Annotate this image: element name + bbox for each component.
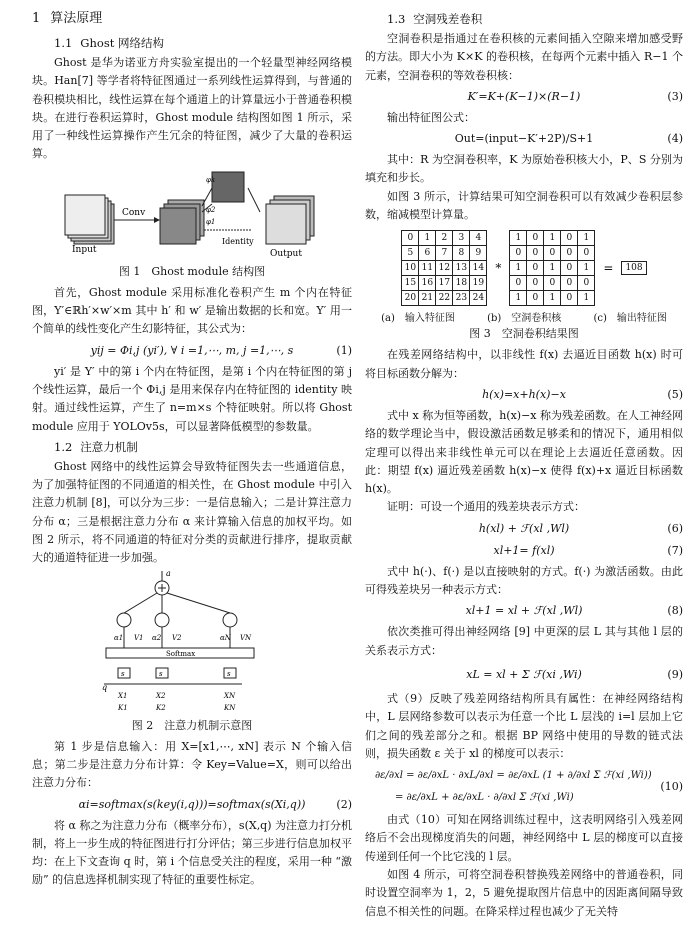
figure-ghost-module	[62, 164, 322, 262]
equation-number: (8)	[667, 604, 683, 618]
matrix-cell: 0	[561, 231, 578, 246]
equation-body: xl+1 = xl + ℱ(xl ,Wl)	[465, 604, 583, 618]
convolution-operator: *	[495, 261, 502, 276]
matrix-row	[402, 276, 487, 291]
paragraph: yi′ 是 Y′ 中的第 i 个内在特征图，是第 i 个内在特征图的第 j 个线性运算，最后一个 Φi,j 是用来保存内在特征图的 identity 映射。通过线性运算，产生了 n=m×s 个特征映射。所以将 Ghost module 应用于 YOLOv5s，可以显著降低模型的参数量。	[32, 364, 352, 433]
matrix-cell: 0	[402, 231, 419, 246]
equation-2	[32, 795, 352, 815]
equation-9	[365, 662, 683, 688]
score-fn: s	[121, 669, 125, 678]
matrix-cell: 4	[470, 231, 487, 246]
equation-8	[365, 601, 683, 621]
equation-number: (9)	[667, 667, 683, 681]
equation-body: xl+1= f(xl)	[493, 543, 555, 557]
sublabel-b: (b) 空洞卷积核	[487, 313, 562, 325]
equals-sign: =	[603, 261, 614, 276]
equation-1	[32, 341, 352, 361]
ghost-map	[212, 172, 244, 202]
matrix-cell: 23	[453, 291, 470, 306]
subsection-title: 空洞残差卷积	[413, 12, 483, 26]
x-1: X1	[118, 691, 128, 700]
paragraph: 式中 x 称为恒等函数，h(x)−x 称为残差函数。在人工神经网络的数学理论当中，假设激活函数足够柔和的情况下，通用相似定理可以得出来非线性单元可以在理论上去逼近任意函数。因此：期望 f(x) 逼近残差函数 h(x)−x 使得 f(x)+x 逼近目标函数 h(x)。	[365, 408, 683, 496]
equation-3	[365, 87, 683, 107]
paragraph: 如图 4 所示，可将空洞卷积替换残差网络中的普通卷积，同时设置空洞率为 1，2，5 避免提取图片信息中的因距离间隔导致信息不相关性的问题。在降采样过程也减少了无关特	[365, 868, 683, 918]
matrix-cell: 12	[436, 261, 453, 276]
paragraph: 在残差网络结构中，以非线性 f(x) 去逼近目函数 h(x) 时可将目标函数分解为：	[365, 348, 683, 380]
matrix-cell: 9	[470, 246, 487, 261]
equation-line: = ∂ε/∂xL + ∂ε/∂xL · ∂/∂xl Σ ℱ(xi ,Wi)	[395, 792, 574, 804]
equation-number: (10)	[660, 780, 683, 794]
equation-6	[365, 519, 683, 539]
equation-number: (6)	[667, 521, 683, 535]
matrix-cell: 1	[510, 291, 527, 306]
figure-dilated-conv	[365, 230, 683, 306]
equation-body: xL = xl + Σ ℱ(xi ,Wi)	[466, 667, 582, 681]
paragraph: 如图 3 所示，计算结果可知空洞卷积可以有效减少卷积层参数，缩减模型计算量。	[365, 189, 683, 222]
phi-k-label: φk	[206, 175, 216, 184]
matrix-cell: 14	[470, 261, 487, 276]
subsection-title: 注意力机制	[80, 439, 138, 454]
matrix-cell: 0	[527, 246, 544, 261]
paragraph: Ghost 是华为诺亚方舟实验室提出的一个轻量型神经网络模块。Han[7] 等学者将特征图通过一系列线性运算得到，与普通的卷积模块相比，线性运算在每个通道上的计算量远小于普通卷积模块。在进行卷积运算时，Ghost module 结构图如图 1 所示，采用了一种线性运算操作产生冗余的特征图，减少了大量的卷积运算。	[32, 56, 352, 161]
equation-body: h(x)=x+h(x)−x	[482, 387, 566, 401]
matrix-cell: 1	[419, 231, 436, 246]
section-title: 算法原理	[50, 11, 103, 26]
figure-attention	[102, 568, 282, 716]
identity-label: Identity	[222, 236, 254, 246]
equation-body: Out=(input−K′+2P)/S+1	[454, 132, 594, 146]
subsection-heading-1-1	[54, 34, 352, 52]
figure-caption: 图 2 注意力机制示意图	[131, 718, 253, 732]
matrix-row	[510, 261, 595, 276]
equation-body: αi=softmax(s(key(i,q)))=softmax(s(Xi,q))	[78, 797, 306, 811]
input-stack	[65, 195, 114, 244]
matrix-cell: 13	[453, 261, 470, 276]
matrix-cell: 0	[578, 276, 595, 291]
v-2: V2	[172, 633, 182, 642]
section-heading-1	[32, 10, 352, 28]
paragraph: 其中：R 为空洞卷积率，K 为原始卷积核大小，P、S 分别为填充和步长。	[365, 153, 683, 185]
matrix-cell: 0	[527, 291, 544, 306]
equation-5	[365, 385, 683, 405]
matrix-row	[402, 231, 487, 246]
matrix-cell: 21	[419, 291, 436, 306]
mult-node	[223, 613, 237, 627]
output-value: 108	[621, 261, 646, 275]
matrix-row	[510, 231, 595, 246]
matrix-cell: 1	[544, 261, 561, 276]
equation-7	[365, 541, 683, 561]
matrix-cell: 18	[453, 276, 470, 291]
paragraph: Ghost 网络中的线性运算会导致特征图失去一些通道信息，为了加强特征图的不同通道的相关性，在 Ghost module 中引入注意力机制 [8]，可以分为三步：一是信息输入；二是计算注意力分布 α；三是根据注意力分布 α 来计算输入信息的加权平均。如图 2 所示，将不同通道的特征对分类的贡献进行排序，提取贡献大的通道特征进一步加强。	[32, 459, 352, 565]
matrix-cell: 5	[402, 246, 419, 261]
dilated-kernel-matrix	[509, 230, 595, 306]
subsection-heading-1-3	[387, 10, 683, 28]
matrix-cell: 0	[510, 276, 527, 291]
matrix-cell: 0	[578, 246, 595, 261]
matrix-cell: 17	[436, 276, 453, 291]
matrix-cell: 0	[561, 291, 578, 306]
matrix-row	[510, 276, 595, 291]
matrix-row	[402, 261, 487, 276]
matrix-cell: 1	[578, 291, 595, 306]
paragraph: 将 α 称之为注意力分布（概率分布），s(X,q) 为注意力打分机制，将上一步生成的特征图进行打分评估；第三步进行信息加权平均：在上下文查询 q 时，第 i 个信息受关注的程度，采用一种 “激励” 的信息选择机制实现了特征的重要性标定。	[32, 818, 353, 887]
query-label: q	[102, 682, 108, 692]
matrix-row	[510, 246, 595, 261]
softmax-label: Softmax	[166, 649, 196, 658]
matrix-cell: 10	[402, 261, 419, 276]
paragraph: 由式（10）可知在网络训练过程中，这表明网络引入残差网络后不会出现梯度消失的问题，神经网络中 L 层的梯度可以直接传递到任何一个比它浅的 l 层。	[365, 813, 683, 863]
paragraph: 证明：可设一个通用的残差块表示方式：	[387, 500, 585, 514]
equation-body: K′=K+(K−1)×(R−1)	[467, 89, 581, 103]
alpha-1: α1	[114, 633, 124, 642]
equation-body: yij = Φi,j (yi′), ∀ i =1,⋯, m, j =1,⋯, s	[90, 343, 294, 357]
paragraph: 依次类推可得出神经网络 [9] 中更深的层 L 其与其他 l 层的关系表示方式：	[365, 625, 683, 657]
x-2: X2	[156, 691, 166, 700]
matrix-cell: 1	[544, 231, 561, 246]
matrix-row	[402, 246, 487, 261]
paragraph: 输出特征图公式：	[387, 110, 475, 124]
equation-body: h(xl) + ℱ(xl ,Wl)	[478, 521, 570, 535]
right-column	[365, 10, 683, 921]
matrix-cell: 6	[419, 246, 436, 261]
matrix-row	[510, 291, 595, 306]
left-column	[32, 10, 352, 890]
equation-number: (3)	[667, 89, 683, 103]
paragraph: 第 1 步是信息输入：用 X=[x1,⋯, xN] 表示 N 个输入信息；第二步是注意力分布计算：令 Key=Value=X，则可以给出注意力分布：	[32, 739, 352, 790]
v-n: VN	[240, 633, 252, 642]
output-stack	[266, 196, 314, 244]
equation-line: ∂ε/∂xl = ∂ε/∂xL · ∂xL/∂xl = ∂ε/∂xL (1 + ∂/∂xl Σ ℱ(xi ,Wi))	[375, 770, 652, 782]
paragraph: 式（9）反映了残差网络结构所具有属性：在神经网络结构中，L 层网络参数可以表示为任意一个比 L 层浅的 i=l 层加上它们之间的残差部分之和。根据 BP 网络中使用的导数的链式法则，损失函数 ε 关于 xl 的梯度可以表示：	[365, 691, 683, 760]
subsection-title: Ghost 网络结构	[80, 36, 164, 50]
alpha-n: αN	[220, 633, 231, 642]
phi-2-label: φ2	[206, 205, 216, 214]
section-number: 1	[32, 11, 41, 26]
x-n: XN	[224, 691, 236, 700]
k-1: K1	[118, 703, 128, 712]
mult-node	[117, 613, 131, 627]
paragraph: 空洞卷积是指通过在卷积核的元素间插入空隙来增加感受野的方法。即大小为 K×K 的卷积核，在每两个元素中插入 R−1 个元素，空洞卷积的等效卷积核：	[365, 32, 683, 82]
input-label: Input	[72, 244, 97, 255]
subsection-heading-1-2	[54, 438, 352, 456]
v-1: V1	[134, 633, 144, 642]
equation-4	[365, 129, 683, 149]
sublabel-c: (c) 输出特征图	[593, 313, 667, 325]
matrix-cell: 0	[544, 276, 561, 291]
equation-number: (2)	[336, 797, 352, 811]
output-a-label: a	[166, 568, 171, 578]
phi-1-label: φ1	[206, 217, 216, 226]
output-label: Output	[270, 248, 302, 259]
matrix-cell: 0	[544, 246, 561, 261]
sublabel-a: (a) 输入特征图	[381, 313, 455, 325]
matrix-cell: 0	[527, 276, 544, 291]
matrix-cell: 19	[470, 276, 487, 291]
figure-caption: 图 3 空洞卷积结果图	[469, 327, 579, 341]
score-fn: s	[159, 669, 163, 678]
matrix-cell: 0	[561, 246, 578, 261]
matrix-cell: 24	[470, 291, 487, 306]
subsection-number: 1.3	[387, 12, 406, 26]
paragraph: 式中 h(·)、f(·) 是以直接映射的方式。f(·) 为激活函数。由此可得残差块另一种表示方式：	[365, 564, 683, 597]
matrix-row	[402, 291, 487, 306]
conv-label: Conv	[122, 207, 146, 218]
matrix-cell: 1	[510, 231, 527, 246]
matrix-cell: 20	[402, 291, 419, 306]
matrix-cell: 1	[510, 261, 527, 276]
matrix-cell: 0	[527, 231, 544, 246]
matrix-cell: 0	[561, 276, 578, 291]
equation-number: (1)	[336, 343, 352, 357]
paragraph: 首先，Ghost module 采用标准化卷积产生 m 个内在特征图，Y′∈ℝh′×w′×m 其中 h′ 和 w′ 是输出数据的长和宽。Y′ 用一个简单的线性变化产生幻影特征，其公式为：	[32, 285, 352, 336]
matrix-cell: 11	[419, 261, 436, 276]
matrix-cell: 1	[544, 291, 561, 306]
matrix-cell: 1	[578, 231, 595, 246]
matrix-cell: 0	[510, 246, 527, 261]
matrix-cell: 2	[436, 231, 453, 246]
k-2: K2	[156, 703, 166, 712]
subsection-number: 1.1	[54, 36, 73, 50]
score-fn: s	[227, 669, 231, 678]
matrix-cell: 3	[453, 231, 470, 246]
matrix-cell: 0	[527, 261, 544, 276]
intrinsic-stack	[160, 200, 204, 244]
equation-number: (4)	[667, 132, 683, 146]
equation-number: (7)	[667, 543, 683, 557]
matrix-cell: 15	[402, 276, 419, 291]
k-n: KN	[224, 703, 236, 712]
equation-10	[365, 765, 683, 809]
figure-caption: 图 1 Ghost module 结构图	[118, 264, 266, 278]
subsection-number: 1.2	[54, 439, 73, 454]
matrix-cell: 8	[453, 246, 470, 261]
mult-node	[155, 613, 169, 627]
matrix-cell: 16	[419, 276, 436, 291]
matrix-cell: 1	[578, 261, 595, 276]
matrix-cell: 7	[436, 246, 453, 261]
equation-number: (5)	[667, 387, 683, 401]
figure-sublabels	[365, 309, 683, 324]
alpha-2: α2	[152, 633, 162, 642]
matrix-cell: 22	[436, 291, 453, 306]
matrix-cell: 0	[561, 261, 578, 276]
input-feature-matrix	[401, 230, 487, 306]
